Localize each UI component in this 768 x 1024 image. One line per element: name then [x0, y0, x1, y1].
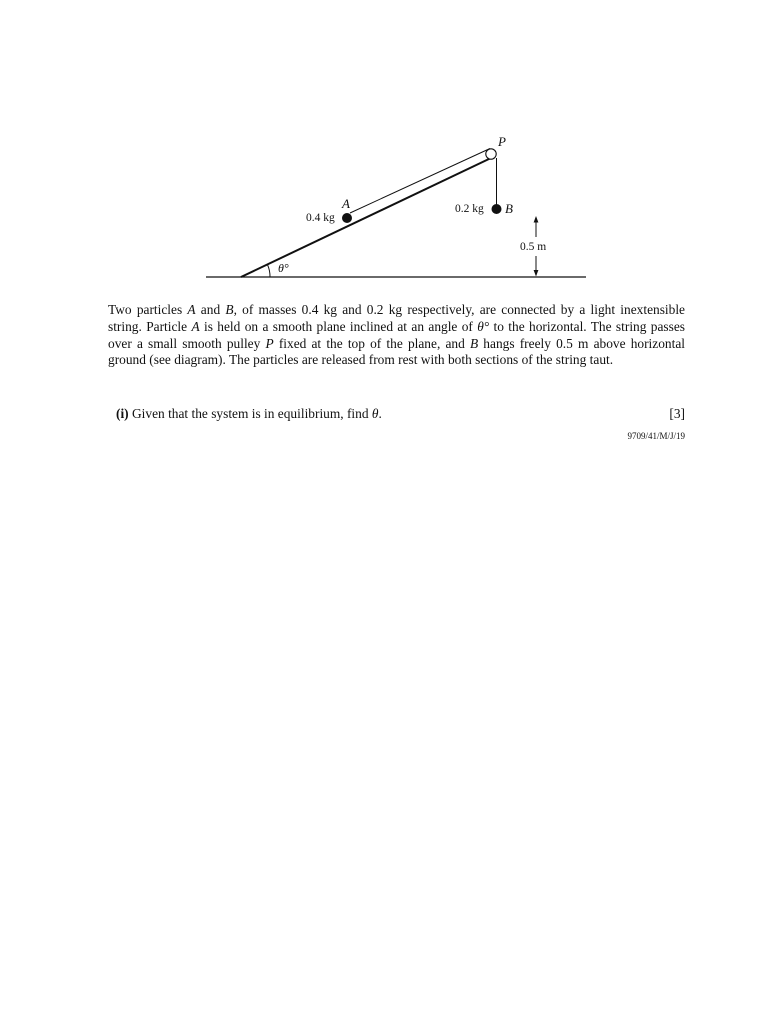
pulley-label: P — [498, 134, 506, 149]
height-arrowhead-up — [534, 216, 539, 223]
particle-b — [492, 204, 502, 214]
angle-ref: θ° — [477, 318, 490, 334]
marks-label: [3] — [669, 406, 685, 421]
theta-symbol: θ — [371, 406, 379, 421]
particle-a-mass: 0.4 kg — [306, 212, 335, 224]
particle-a — [342, 213, 352, 223]
particle-a-ref-2: A — [191, 318, 200, 334]
particle-b-ref: B — [225, 302, 234, 317]
particle-b-mass: 0.2 kg — [455, 203, 484, 215]
particle-a-ref: A — [187, 302, 196, 317]
particle-b-label: B — [505, 201, 513, 216]
particle-a-label: A — [342, 196, 350, 211]
question-part-i: (i) Given that the system is in equilibrium, find θ. [3] — [116, 406, 685, 421]
height-arrowhead-down — [534, 270, 539, 277]
inclined-plane-diagram — [0, 0, 768, 300]
part-text: Given that the system is in equilibrium, find — [132, 406, 372, 421]
particle-b-ref-2: B — [469, 335, 479, 351]
pulley-ref: P — [265, 335, 274, 351]
part-number: (i) — [116, 406, 129, 421]
question-text: Two particles A and B, of masses 0.4 kg and 0.2 kg respectively, are connected by a light inextensible string. Particle A is held on a smooth plane inclined at an angle of θ° to the horizontal. The string passes over a small smooth pulley P fixed at the top of the plane, and B hangs freely 0.5 m above horizontal ground (see diagram). The particles are released from rest with both sections of the string taut. — [108, 302, 686, 368]
paper-reference: 9709/41/M/J/19 — [627, 431, 685, 441]
angle-arc — [268, 265, 271, 277]
angle-label: θ° — [278, 261, 289, 275]
inclined-plane — [241, 158, 491, 277]
pulley — [486, 149, 496, 159]
height-label: 0.5 m — [520, 241, 547, 253]
